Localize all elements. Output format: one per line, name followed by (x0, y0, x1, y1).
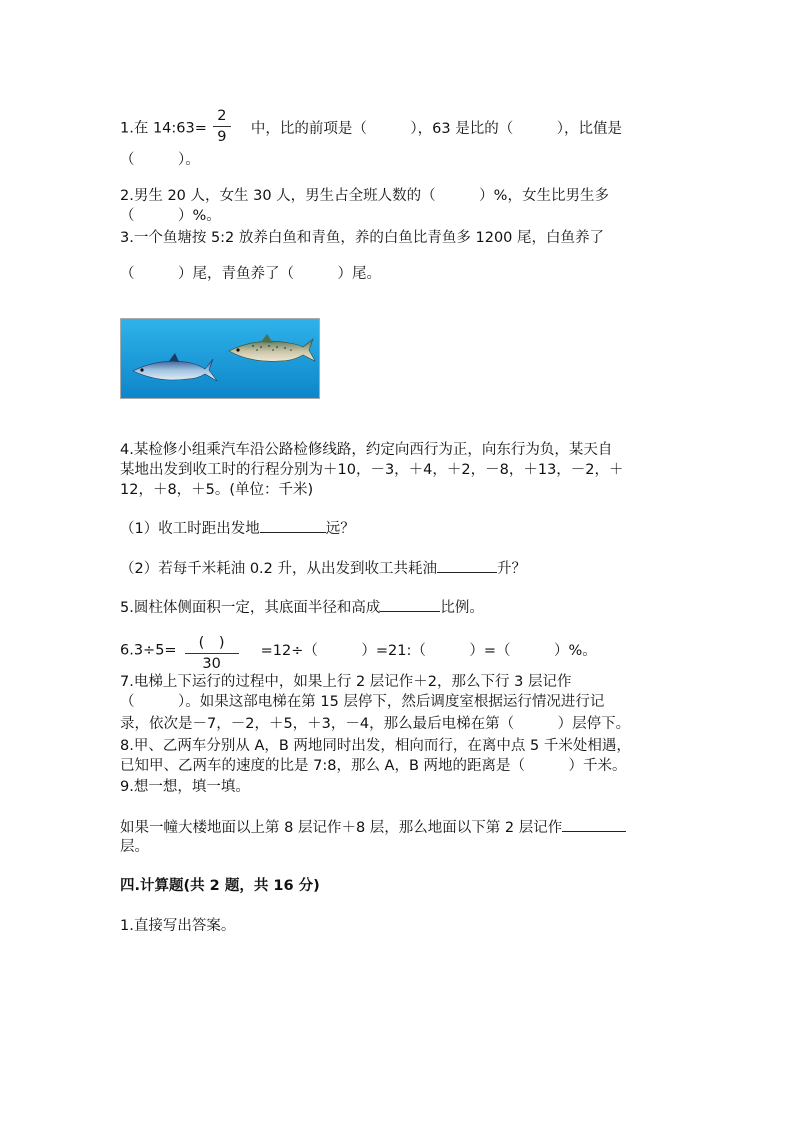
section4-heading: 四.计算题(共 2 题，共 16 分) (120, 878, 320, 894)
q6-fraction (185, 635, 239, 672)
q9-line2 (120, 817, 626, 838)
q6-text-b: =12÷（ ）=21:（ ）=（ ）%。 (260, 642, 597, 659)
q5-text-a: 5.圆柱体侧面积一定，其底面半径和高成 (120, 600, 381, 616)
section4-q1: 1.直接写出答案。 (120, 918, 236, 934)
q1-text-b: 中，比的前项是（ ），63 是比的（ ），比值是 (250, 120, 622, 137)
q1-fraction (213, 108, 231, 145)
q9-line1: 9.想一想，填一填。 (120, 779, 250, 795)
q5-text-b: 比例。 (440, 600, 484, 616)
q4-sub1-text-a: （1）收工时距出发地 (120, 521, 260, 537)
q1-fraction-denominator: 9 (217, 129, 227, 145)
q2-line2: （ ）%。 (120, 208, 221, 224)
q5-line (120, 597, 484, 618)
q9-text-a: 如果一幢大楼地面以上第 8 层记作＋8 层，那么地面以下第 2 层记作 (120, 820, 563, 836)
q1-line2: （ ）。 (120, 152, 200, 168)
q6-text-a: 6.3÷5= (120, 642, 177, 659)
q2-line1: 2.男生 20 人，女生 30 人，男生占全班人数的（ ）%，女生比男生多 (120, 188, 609, 204)
q3-line1: 3.一个鱼塘按 5:2 放养白鱼和青鱼，养的白鱼比青鱼多 1200 尾，白鱼养了 (120, 230, 605, 246)
q4-line1: 4.某检修小组乘汽车沿公路检修线路，约定向西行为正，向东行为负，某天自 (120, 442, 613, 458)
q5-blank (380, 597, 440, 612)
q4-sub2-text-a: （2）若每千米耗油 0.2 升，从出发到收工共耗油 (120, 561, 438, 577)
q4-sub2-text-b: 升？ (497, 561, 527, 577)
q4-sub2 (120, 558, 526, 579)
q1-text-a: 1.在 14:63= (120, 120, 207, 137)
q1-line1 (120, 110, 622, 147)
q4-line3: 12，＋8，＋5。(单位：千米) (120, 482, 314, 498)
q9-blank (562, 817, 626, 832)
q9-line3: 层。 (120, 839, 149, 855)
q4-sub1-blank (260, 518, 326, 533)
q8-line1: 8.甲、乙两车分别从 A，B 两地同时出发，相向而行，在离中点 5 千米处相遇， (120, 738, 631, 754)
q6-fraction-numerator: ( ) (198, 635, 225, 651)
q7-line3: 录，依次是－7，－2，＋5，＋3，－4，那么最后电梯在第（ ）层停下。 (120, 716, 631, 732)
q3-line2: （ ）尾，青鱼养了（ ）尾。 (120, 266, 381, 282)
q6-line (120, 632, 597, 672)
q4-sub1-text-b: 远？ (325, 521, 355, 537)
fish-illustration (121, 319, 319, 398)
q4-line2: 某地出发到收工时的行程分别为＋10，－3，＋4，＋2，－8，＋13，－2，＋ (120, 462, 624, 478)
q4-sub2-blank (437, 558, 497, 573)
q7-line2: （ ）。如果这部电梯在第 15 层停下，然后调度室根据运行情况进行记 (120, 694, 605, 710)
q4-sub1 (120, 518, 355, 539)
q1-fraction-numerator: 2 (217, 108, 227, 124)
q6-fraction-denominator: 30 (202, 656, 221, 672)
fish-image (120, 318, 320, 399)
q8-line2: 已知甲、乙两车的速度的比是 7:8，那么 A，B 两地的距离是（ ）千米。 (120, 758, 627, 774)
q7-line1: 7.电梯上下运行的过程中，如果上行 2 层记作＋2，那么下行 3 层记作 (120, 674, 572, 690)
